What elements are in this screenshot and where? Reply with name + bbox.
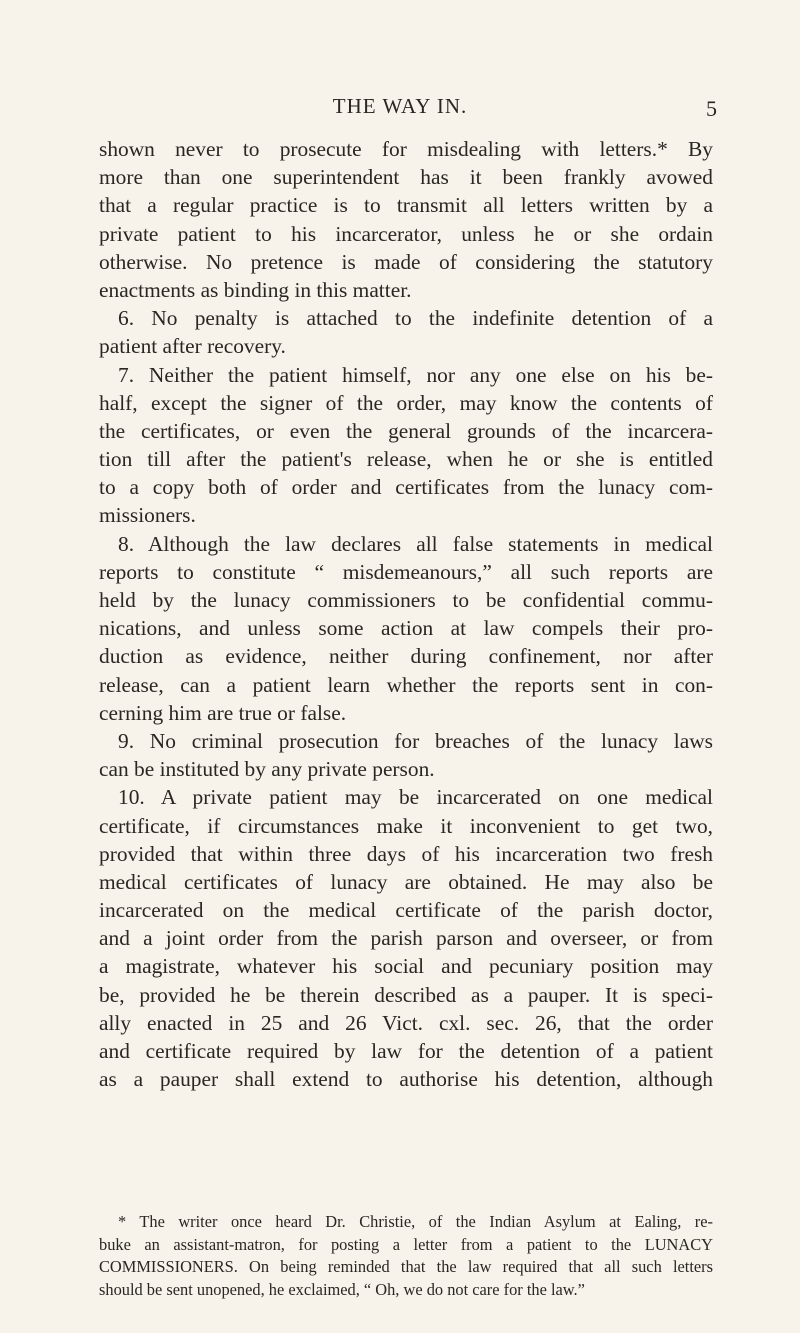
body-line: the certificates, or even the general grounds of the incarcera-	[99, 418, 713, 443]
paragraph-9-start: 9. No criminal prosecution for breaches of the lunacy laws	[118, 728, 713, 753]
body-line: reports to constitute “ misdemeanours,” all such reports are	[99, 559, 713, 584]
footnote-line: buke an assistant-matron, for posting a letter from a patient to the LUNACY	[99, 1234, 713, 1254]
body-line: be, provided he be therein described as a pauper. It is speci-	[99, 982, 713, 1007]
body-line: enactments as binding in this matter.	[99, 277, 412, 302]
footnote	[99, 1211, 713, 1301]
paragraph-6-start: 6. No penalty is attached to the indefinite detention of a	[118, 306, 713, 331]
body-line: cerning him are true or false.	[99, 700, 347, 725]
body-line: missioners.	[99, 503, 196, 528]
body-line: as a pauper shall extend to authorise his detention, although	[99, 1067, 713, 1092]
footnote-line: COMMISSIONERS. On being reminded that the law required that all such letters	[99, 1257, 713, 1276]
body-line: and certificate required by law for the detention of a patient	[99, 1039, 713, 1063]
body-line: duction as evidence, neither during confinement, nor after	[99, 644, 713, 669]
body-line: held by the lunacy commissioners to be confidential commu-	[99, 588, 713, 612]
body-line: ally enacted in 25 and 26 Vict. cxl. sec. 26, that the order	[99, 1010, 713, 1035]
paragraph-7-start: 7. Neither the patient himself, nor any one else on his be-	[118, 362, 713, 387]
body-line: nications, and unless some action at law compels their pro-	[99, 616, 713, 641]
body-line: a magistrate, whatever his social and pecuniary position may	[99, 954, 713, 979]
body-line: half, except the signer of the order, may know the contents of	[99, 390, 713, 415]
running-head: THE WAY IN.	[332, 94, 468, 118]
body-line: tion till after the patient's release, when he or she is entitled	[99, 447, 713, 472]
body-line: certificate, if circumstances make it inconvenient to get two,	[99, 813, 713, 838]
body-line: that a regular practice is to transmit all letters written by a	[99, 193, 713, 218]
body-line: and a joint order from the parish parson and overseer, or from	[99, 926, 713, 951]
body-line: private patient to his incarcerator, unless he or she ordain	[99, 221, 713, 246]
body-line: release, can a patient learn whether the reports sent in con-	[99, 672, 713, 697]
body-line: otherwise. No pretence is made of considering the statutory	[99, 249, 713, 274]
body-line: provided that within three days of his incarceration two fresh	[99, 841, 713, 866]
body-line: more than one superintendent has it been frankly avowed	[99, 165, 713, 190]
paragraph-10-start: 10. A private patient may be incarcerated on one medical	[118, 785, 713, 810]
footnote-line: should be sent unopened, he exclaimed, “ Oh, we do not care for the law.”	[99, 1279, 585, 1299]
body-line: patient after recovery.	[99, 334, 286, 359]
body-line: can be instituted by any private person.	[99, 757, 435, 782]
body-line: shown never to prosecute for misdealing with letters.* By	[99, 137, 713, 161]
body-line: to a copy both of order and certificates from the lunacy com-	[99, 475, 713, 500]
body-line: medical certificates of lunacy are obtained. He may also be	[99, 869, 713, 894]
page-number: 5	[706, 96, 717, 121]
footnote-line: * The writer once heard Dr. Christie, of the Indian Asylum at Ealing, re-	[118, 1212, 713, 1231]
body-line: incarcerated on the medical certificate of the parish doctor,	[99, 898, 713, 923]
body-text	[99, 135, 713, 1093]
paragraph-8-start: 8. Although the law declares all false statements in medical	[118, 531, 713, 556]
